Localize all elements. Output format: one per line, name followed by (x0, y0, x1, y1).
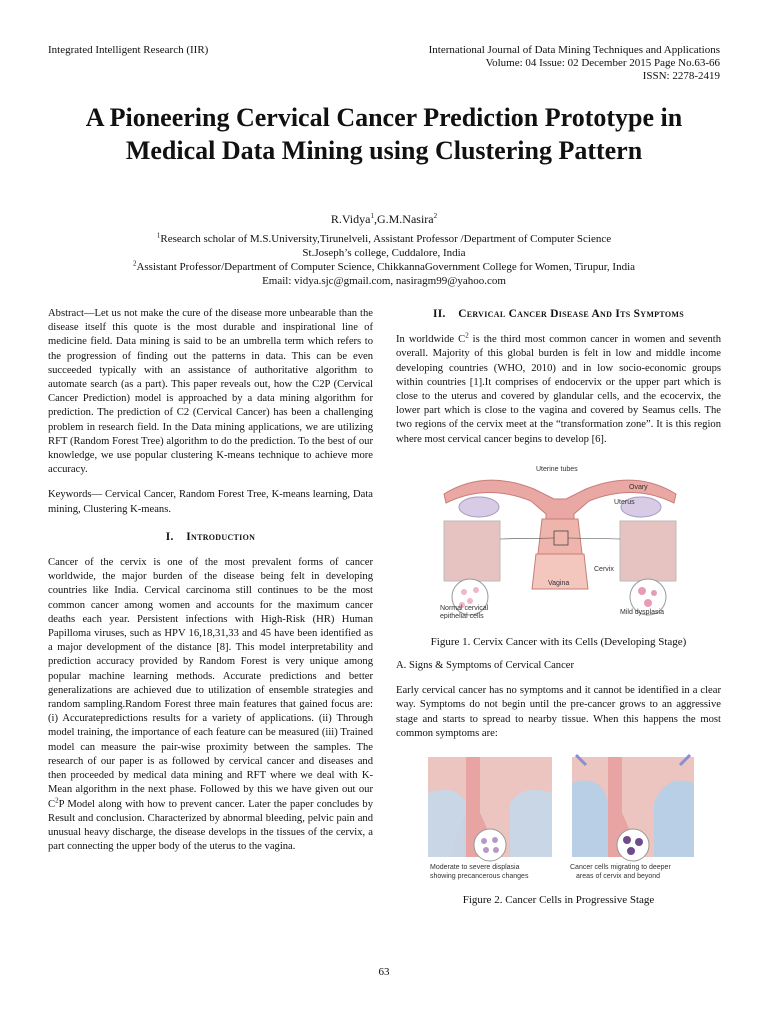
label-moderate-dysplasia: Moderate to severe displasia (430, 864, 520, 872)
section-2-heading (396, 307, 721, 321)
figure-2-caption: Figure 2. Cancer Cells in Progressive Stage (462, 894, 655, 907)
running-header-left: Integrated Intelligent Research (IIR) (48, 44, 209, 56)
page-number: 63 (378, 966, 390, 978)
author-1-sup: 1 (370, 212, 374, 220)
issn: ISSN: 2278-2419 (642, 70, 720, 82)
section-2-paragraph (396, 333, 721, 447)
section-1-num: I. (165, 530, 174, 543)
intro-text-a: Cancer of the cervix is one of the most prevalent forms of cancer worldwide, the major burden of the disease being felt in developing countries like India. Cervical carcinoma still continues to be the most common cancer among women and accounts for the maximum cancer deaths each year. Persistent infections with High-Risk (HR) Human Papilloma viruses, such as HPV 16,18,31,33 and 45 have been identified as a major development of the distance [8]. This model interpretability and prediction accuracy provided by Random Forest is very unique among popular machine learning methods. Accurate predictions and better generalizations are achieved due to utilization of ensemble strategies and random sampling.Random Forest three main features that gained focus are: (i) Accuratepredictions results for a variety of applications. (ii) Through model training, the importance of each feature can be measured (iii) Trained model can measure the pair-wise proximity between the samples. The research of our paper is as followed by cervical cancer and diseases and then proceeded by medical data mining and RFT where we deal with K-Mean algorithm in the next phase. Followed by this we have given out our C (48, 557, 373, 810)
author-2: G.M.Nasira (376, 212, 434, 226)
cervix-anatomy-illustration (424, 459, 696, 619)
label-normal-cells: Normal cervical (440, 604, 489, 612)
figure-1-caption: Figure 1. Cervix Cancer with its Cells (Developing Stage) (430, 635, 687, 648)
aff2-line1: Assistant Professor/Department of Computer Science, ChikkannaGovernment College for Women, Tirupur, India (136, 261, 636, 273)
subsection-a-heading: A. Signs & Symptoms of Cervical Cancer (396, 660, 575, 672)
figure-1-image (424, 459, 696, 619)
label-mild-dysplasia: Mild dysplasia (620, 608, 664, 616)
label-normal-cells-2: epithelial cells (440, 612, 484, 619)
s2-text-b: is the third most common cancer in women and seventh overall. Majority of this global burden is felt in low and middle income developing countries (WHO, 2010) and in low socio-economic groups within countries [1].It comprises of endocervix or the upper part which is close to the uterus and covered by glandular cells, and the ecocervix, the lower part which is close to the vagina and covered by Seamus cells. The two regions of the cervix meet at the “transformation zone”. It is this region where most cervical cancer begins to develop [6]. (396, 334, 721, 445)
left-column (48, 307, 373, 854)
section-1-title: Introduction (186, 530, 256, 543)
label-migrating-cells: Cancer cells migrating to deeper (570, 864, 671, 872)
introduction-paragraph (48, 556, 373, 854)
authors (40, 212, 728, 226)
abstract: Abstract—Let us not make the cure of the disease more unbearable than the disease itself this quote is the most durable and inspirational line of medicine field. Data mining is said to be an umbrella term which refers to the progression of finding out the patterns in data. This can be even succeeded typically with an assistance of authoritative algorithm to automate search (as a part). This paper reveals out, how the C2P (Cervical Cancer Prediction) model is approached by a data mining algorithm for prediction. The prediction of C2 (Cervical Cancer) has been a challenging problem in research field. In the Data mining applications, we are utilizing RFT (Random Forest Tree) algorithm to do the prediction. To the best of our knowledge, we use popular clustering K-means technique to achieve more accuracy. (48, 308, 373, 476)
keywords: Keywords— Cervical Cancer, Random Forest Tree, K-means learning, Data mining, Clustering K-means. (48, 489, 373, 515)
paper-title: A Pioneering Cervical Cancer Prediction Prototype in Medical Data Mining using Clustering Pattern (85, 103, 683, 165)
subsection-a-paragraph: Early cervical cancer has no symptoms and it cannot be identified in a clear way. Symptoms do not begin until the pre-cancer grows to an aggressive stage and starts to spread to nearby tissue. When this happens the most common symptoms are: (396, 685, 721, 739)
affiliation-1-line-2: St.Joseph’s college, Cuddalore, India (302, 247, 466, 259)
label-ovary: Ovary (629, 483, 648, 491)
journal-name: International Journal of Data Mining Techniques and Applications (428, 44, 720, 56)
author-1: R.Vidya (330, 212, 371, 226)
aff1-sup: 1 (156, 231, 161, 240)
section-2-title: Cervical Cancer Disease And Its Symptoms (458, 308, 684, 320)
author-sep: , (373, 212, 377, 226)
intro-text-b: P Model along with how to prevent cancer. Later the paper concludes by Result and conclusion. Characterized by abnormal bleeding, pelvic pain and unusual heavy discharge, the disease develops in the tissues of the cervix, a part connecting the upper body of the uterus to the vagina. (48, 798, 373, 853)
label-uterus: Uterus (614, 498, 635, 506)
cancer-progression-illustration (426, 753, 696, 881)
label-deeper-areas: areas of cervix and beyond (576, 873, 661, 881)
intro-sup: 2 (55, 795, 59, 804)
affiliation-2 (40, 261, 728, 274)
label-cervix: Cervix (594, 565, 614, 573)
author-2-sup: 2 (433, 212, 438, 220)
section-1-heading (48, 530, 373, 544)
right-column (396, 307, 721, 907)
section-2-num: II. (433, 308, 446, 320)
affiliation-1 (40, 233, 728, 246)
label-precancerous: showing precancerous changes (430, 873, 529, 881)
email: Email: vidya.sjc@gmail.com, nasiragm99@yahoo.com (262, 275, 506, 287)
figure-2-image (426, 753, 696, 881)
s2-text-a: In worldwide C (396, 334, 466, 346)
label-vagina: Vagina (548, 579, 570, 587)
aff2-sup: 2 (132, 259, 137, 268)
aff1-line1: Research scholar of M.S.University,Tirunelveli, Assistant Professor /Department of Computer Science (160, 233, 612, 245)
label-uterine-tubes: Uterine tubes (536, 465, 578, 473)
running-header-right (300, 44, 720, 83)
s2-sup: 2 (465, 331, 469, 340)
volume-info: Volume: 04 Issue: 02 December 2015 Page No.63-66 (485, 57, 720, 69)
